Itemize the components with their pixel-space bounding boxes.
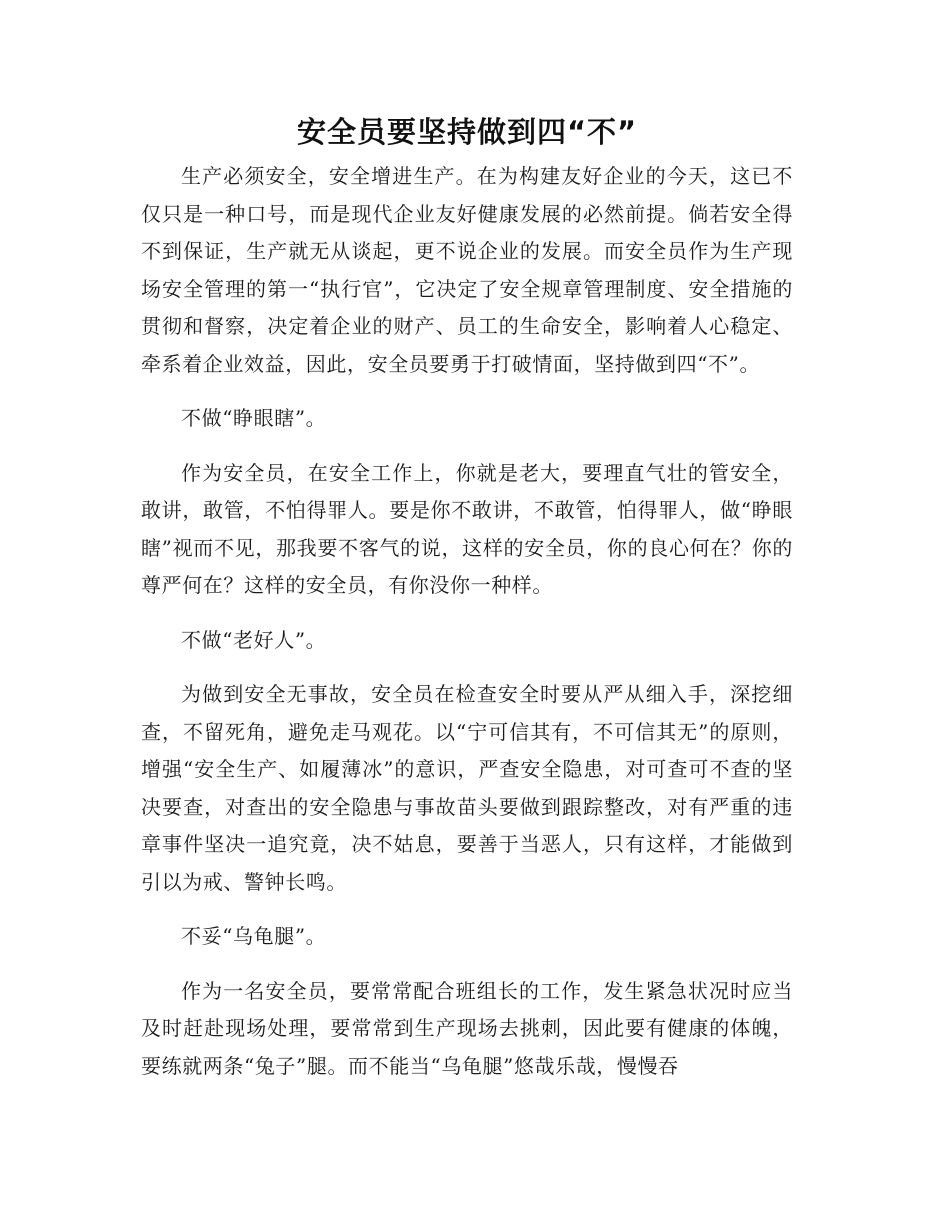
section-heading-3: 不妥“乌龟腿”。 <box>181 924 327 948</box>
paragraph-intro: 生产必须安全，安全增进生产。在为构建友好企业的今天，这已不仅只是一种口号，而是现代企业友好健康发展的必然前提。倘若安全得不到保证，生产就无从谈起，更不说企业的发展。而安全员作为生产现场安全管理的第一“执行官”，它决定了安全规章管理制度、安全措施的贯彻和督察，决定着企业的财产、员工的生命安全，影响着人心稳定、牵系着企业效益，因此，安全员要勇于打破情面，坚持做到四“不”。 <box>141 164 793 376</box>
document-title: 安全员要坚持做到四“不” <box>296 115 638 149</box>
paragraph-section-2: 为做到安全无事故，安全员在检查安全时要从严从细入手，深挖细查，不留死角，避免走马观花。以“宁可信其有，不可信其无”的原则，增强“安全生产、如履薄冰”的意识，严查安全隐患，对可查可不查的坚决要查，对查出的安全隐患与事故苗头要做到跟踪整改，对有严重的违章事件坚决一追究竟，决不姑息，要善于当恶人，只有这样，才能做到引以为戒、警钟长鸣。 <box>141 682 793 894</box>
paragraph-section-1: 作为安全员，在安全工作上，你就是老大，要理直气壮的管安全，敢讲，敢管，不怕得罪人。要是你不敢讲，不敢管，怕得罪人，做“睁眼瞎”视而不见，那我要不客气的说，这样的安全员，你的良心何在？你的尊严何在？这样的安全员，有你没你一种样。 <box>141 460 793 597</box>
section-heading-1: 不做“睁眼瞎”。 <box>181 406 327 430</box>
paragraph-section-3: 作为一名安全员，要常常配合班组长的工作，发生紧急状况时应当及时赶赴现场处理，要常常到生产现场去挑刺，因此要有健康的体魄，要练就两条“兔子”腿。而不能当“乌龟腿”悠哉乐哉，慢慢吞 <box>141 978 793 1078</box>
document-body <box>141 112 793 1102</box>
section-heading-2: 不做“老好人”。 <box>181 627 327 652</box>
